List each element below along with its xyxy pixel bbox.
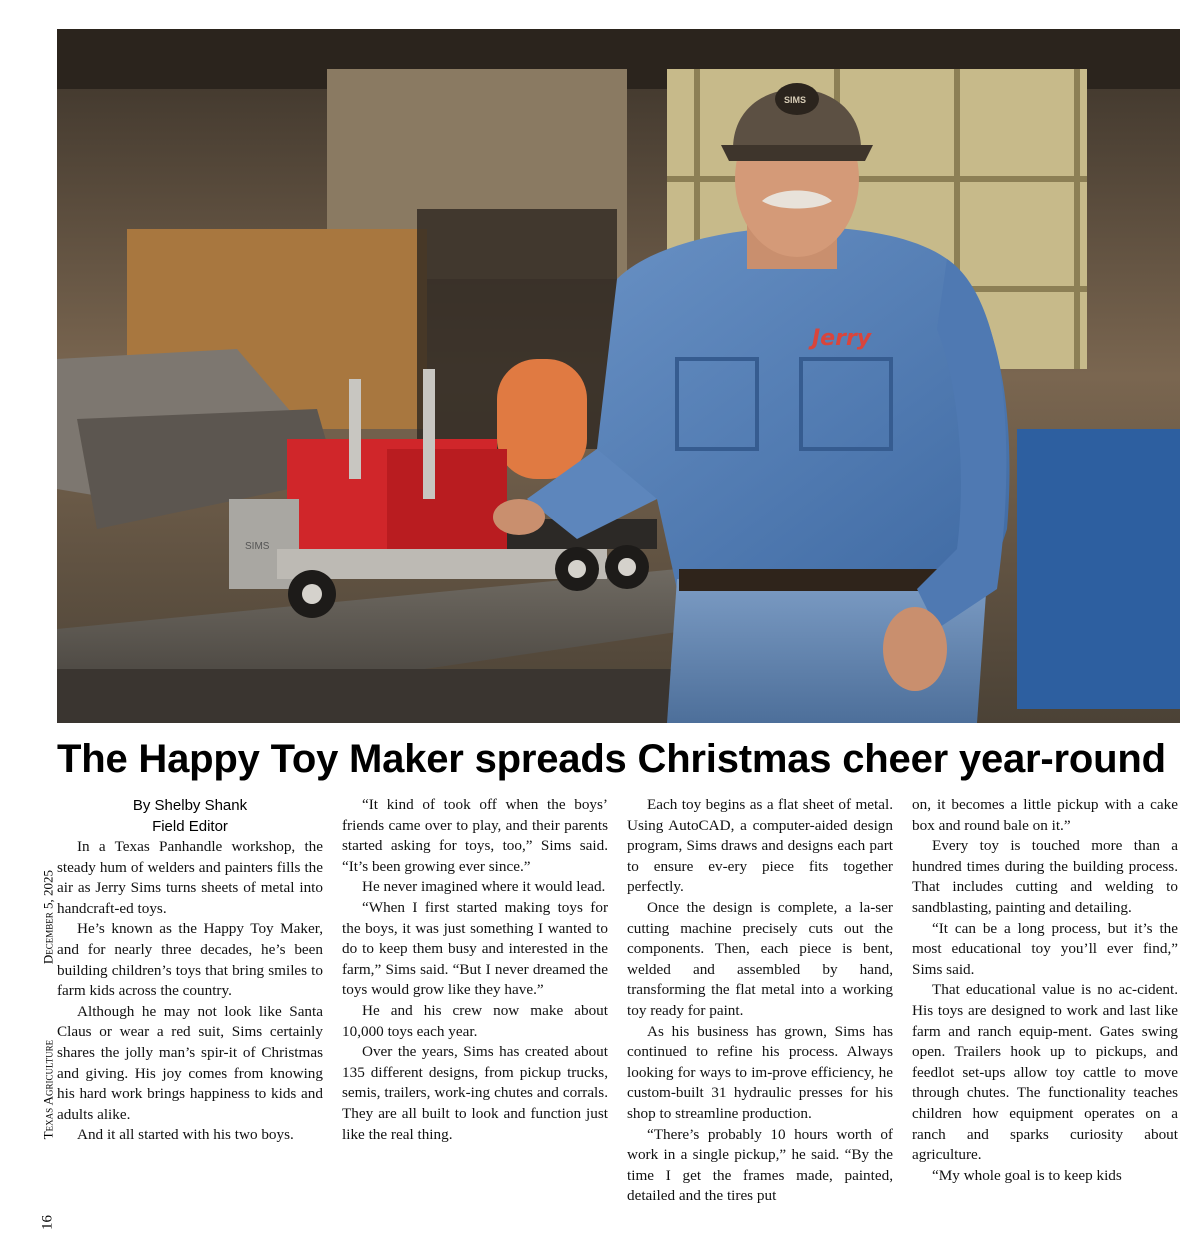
- byline-author: By Shelby Shank: [132, 797, 248, 814]
- paragraph: In a Texas Panhandle workshop, the steady hum of welders and painters fills the air as Jerry Sims turns sheets of metal into handcraft-ed toys.: [57, 838, 323, 917]
- page-number: 16: [39, 1215, 56, 1230]
- byline-title: Field Editor: [152, 818, 228, 835]
- paragraph: Every toy is touched more than a hundred times during the building process. That includes cutting and welding to sandblasting, painting and detailing.: [912, 837, 1178, 916]
- paragraph: And it all started with his two boys.: [77, 1126, 294, 1144]
- paragraph: “My whole goal is to keep kids: [932, 1166, 1122, 1184]
- svg-text:SIMS: SIMS: [784, 95, 807, 105]
- paragraph: “It can be a long process, but it’s the most educational toy you’ll ever find,” Sims said.: [912, 919, 1178, 978]
- svg-text:Jerry: Jerry: [812, 326, 872, 351]
- issue-date: December 5, 2025: [40, 870, 55, 965]
- article-photo: [57, 29, 1180, 723]
- paragraph: Each toy begins as a flat sheet of metal. Using AutoCAD, a computer-aided design program, Sims draws and designs each part to ensure ev-ery piece fits together perfectly.: [627, 796, 893, 896]
- workshop-photo-illustration: [57, 29, 1180, 723]
- publication-name: Texas Agriculture: [40, 1039, 55, 1140]
- paragraph: “When I first started making toys for the boys, it was just something I wanted to do to keep them busy and interested in the farm,” Sims said. “But I never dreamed the toys would grow like they have.”: [342, 898, 608, 999]
- paragraph: Over the years, Sims has created about 135 different designs, from pickup trucks, semis, trailers, work-ing chutes and corrals. They are all built to look and function just like the real thing.: [342, 1043, 608, 1143]
- paragraph: “It kind of took off when the boys’ friends came over to play, and their parents started asking for toys, too,” Sims said. “It’s been growing ever since.”: [342, 796, 608, 875]
- paragraph: “There’s probably 10 hours worth of work in a single pickup,” he said. “By the time I get the frames made, painted, detailed and the tires put: [627, 1125, 893, 1205]
- paragraph: He and his crew now make about 10,000 toys each year.: [342, 1001, 608, 1040]
- paragraph: That educational value is no ac-cident. His toys are designed to work and last like farm and ranch equip-ment. Gates swing open. Trailers hook up to pickups, and feedlot set-ups allow toy cattle to move through chutes. The functionality teaches children how equipment operates on a ranch and sparks curiosity about agriculture.: [912, 981, 1178, 1164]
- paragraph: Although he may not look like Santa Claus or wear a red suit, Sims certainly shares the jolly man’s spir-it of Christmas and giving. His joy comes from knowing his hard work brings happiness to kids and adults alike.: [57, 1002, 323, 1123]
- article-column-2: [342, 795, 608, 1145]
- article-column-4: [912, 795, 1178, 1186]
- svg-text:SIMS: SIMS: [245, 541, 270, 552]
- article-headline: The Happy Toy Maker spreads Christmas cheer year-round: [57, 737, 1166, 781]
- paragraph-continued: on, it becomes a little pickup with a cake box and round bale on it.”: [912, 796, 1178, 834]
- article-column-1: [57, 795, 323, 1146]
- paragraph: Once the design is complete, a la-ser cutting machine precisely cuts out the components. Then, each piece is bent, welded and assembled by hand, transforming the flat metal into a working toy ready for paint.: [627, 898, 893, 1019]
- paragraph: He never imagined where it would lead.: [362, 878, 606, 896]
- paragraph: He’s known as the Happy Toy Maker, and for nearly three decades, he’s been building children’s toys that bring smiles to farm kids across the country.: [57, 920, 323, 1000]
- article-column-3: [627, 795, 893, 1207]
- paragraph: As his business has grown, Sims has continued to refine his process. Always looking for ways to im-prove efficiency, he custom-built 31 hydraulic presses for his shop to streamline production.: [627, 1022, 893, 1122]
